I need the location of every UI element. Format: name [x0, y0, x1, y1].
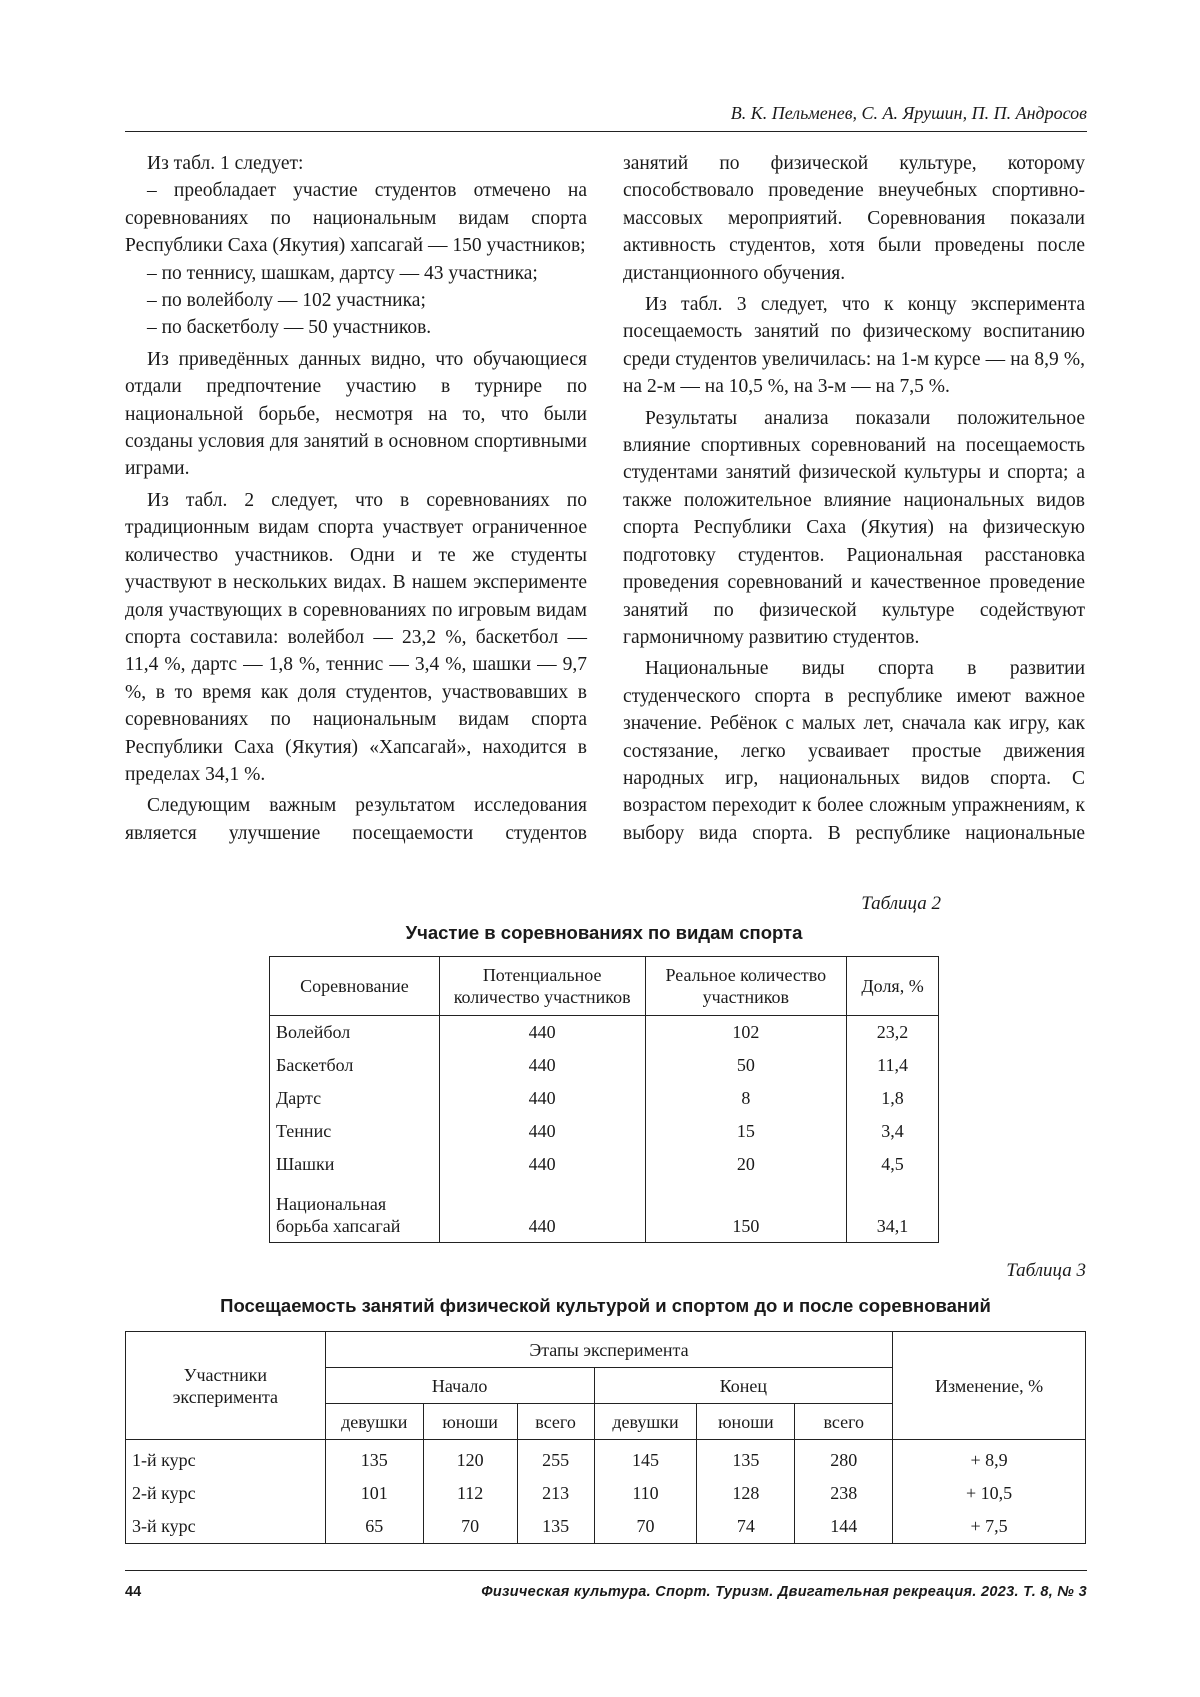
table-cell: 23,2 [847, 1016, 939, 1050]
running-header-authors: В. К. Пельменев, С. А. Ярушин, П. П. Андросов [730, 103, 1087, 123]
column-header: Потенциальное количество участников [439, 957, 645, 1016]
table2-caption: Таблица 2 [861, 893, 941, 914]
footer-rule [125, 1570, 1087, 1571]
table-cell: 70 [423, 1510, 517, 1544]
paragraph: Из табл. 3 следует, что к концу эксперимента посещаемость занятий по физическому воспитанию среди студентов увеличилась: на 1-м курсе — на 8,9 %, на 2-м — на 10,5 %, на 3-м — на 7,5 %. [623, 294, 1085, 398]
list-item: – по баскетболу — 50 участников. [147, 317, 432, 339]
column-header: юноши [423, 1404, 517, 1440]
table-cell: 11,4 [847, 1049, 939, 1082]
column-header: юноши [697, 1404, 795, 1440]
table-cell: 145 [594, 1440, 697, 1478]
table-cell: 8 [645, 1082, 847, 1115]
table-cell: + 8,9 [893, 1440, 1086, 1478]
table-header-row [126, 1332, 1086, 1368]
table-cell: 4,5 [847, 1148, 939, 1181]
table-cell: 128 [697, 1477, 795, 1510]
table-row [126, 1510, 1086, 1544]
table-cell: 74 [697, 1510, 795, 1544]
table2-title: Участие в соревнованиях по видам спорта [405, 922, 803, 943]
column-header: всего [517, 1404, 594, 1440]
table-cell: 101 [325, 1477, 423, 1510]
table2 [269, 956, 939, 1243]
table-cell: 280 [795, 1440, 893, 1478]
table-cell: 3,4 [847, 1115, 939, 1148]
table-cell: 238 [795, 1477, 893, 1510]
column-header: Соревнование [270, 957, 440, 1016]
table-cell: 213 [517, 1477, 594, 1510]
column-header: Изменение, % [893, 1332, 1086, 1440]
table-cell: 255 [517, 1440, 594, 1478]
table-cell: 102 [645, 1016, 847, 1050]
left-text-column [125, 150, 587, 847]
table-cell: Волейбол [270, 1016, 440, 1050]
table-cell: 440 [439, 1082, 645, 1115]
table-row [270, 1181, 939, 1243]
column-header: Конец [594, 1368, 893, 1404]
table-cell: 20 [645, 1148, 847, 1181]
table-cell: + 7,5 [893, 1510, 1086, 1544]
column-header: девушки [325, 1404, 423, 1440]
paragraph: Результаты анализа показали положительное влияние спортивных соревнований на посещаемость студентами занятий физической культуры и спорта; а также положительное влияние национальных видов спорта Республики Саха (Якутия) на физическую подготовку студентов. Рациональная расстановка проведения соревнований и качественное проведение занятий по физической культуре содействуют гармоничному развитию студентов. [623, 407, 1085, 648]
table-cell: 1,8 [847, 1082, 939, 1115]
list-item: – по волейболу — 102 участника; [147, 290, 426, 312]
table-cell: Теннис [270, 1115, 440, 1148]
table-row [270, 1082, 939, 1115]
list-item: – по теннису, шашкам, дартсу — 43 участника; [147, 262, 538, 284]
paragraph: Национальные виды спорта в развитии студенческого спорта в республике имеют важное значение. Ребёнок с малых лет, сначала как игру, как состязание, легко усваивает простые движения народных игр, национальных видов спорта. С возрастом переходит к более сложным упражнениям, к выбору вида спорта. В республике национальные [623, 658, 1085, 844]
table3-title: Посещаемость занятий физической культурой и спортом до и после соревнований [220, 1295, 991, 1316]
table-row [270, 1016, 939, 1050]
table-cell: 440 [439, 1181, 645, 1243]
table-cell: 70 [594, 1510, 697, 1544]
table-cell: 50 [645, 1049, 847, 1082]
table-row [126, 1477, 1086, 1510]
table-cell: Национальная борьба хапсагай [270, 1181, 440, 1243]
table-cell: 110 [594, 1477, 697, 1510]
table3-caption: Таблица 3 [1006, 1260, 1086, 1281]
column-header: Участники эксперимента [126, 1332, 326, 1440]
table-cell: 3-й курс [126, 1510, 326, 1544]
table-cell: Шашки [270, 1148, 440, 1181]
table-cell: Баскетбол [270, 1049, 440, 1082]
header-rule [125, 131, 1087, 132]
table-cell: Дартс [270, 1082, 440, 1115]
column-header: Реальное количество участников [645, 957, 847, 1016]
column-header: всего [795, 1404, 893, 1440]
table-cell: 1-й курс [126, 1440, 326, 1478]
table-cell: 120 [423, 1440, 517, 1478]
table-row [270, 1049, 939, 1082]
table-row [270, 1115, 939, 1148]
table-cell: 65 [325, 1510, 423, 1544]
table-row [270, 1148, 939, 1181]
table-cell: 150 [645, 1181, 847, 1243]
table-cell: 135 [325, 1440, 423, 1478]
table-cell: 440 [439, 1016, 645, 1050]
table-cell: 15 [645, 1115, 847, 1148]
table-cell: 112 [423, 1477, 517, 1510]
table-cell: 144 [795, 1510, 893, 1544]
column-header: Этапы эксперимента [325, 1332, 892, 1368]
table-header-row [270, 957, 939, 1016]
paragraph: Следующим важным результатом исследования является улучшение посещаемости студентов [125, 795, 587, 844]
journal-citation: Физическая культура. Спорт. Туризм. Двигательная рекреация. 2023. Т. 8, № 3 [481, 1584, 1087, 1600]
table-row [126, 1440, 1086, 1478]
paragraph: Из табл. 1 следует: [147, 153, 304, 174]
paragraph: Из приведённых данных видно, что обучающиеся отдали предпочтение участию в турнире по национальной борьбе, несмотря на то, что были созданы условия для занятий в основном спортивными играми. [125, 348, 587, 480]
table-cell: 2-й курс [126, 1477, 326, 1510]
table-cell: + 10,5 [893, 1477, 1086, 1510]
column-header: Доля, % [847, 957, 939, 1016]
column-header: девушки [594, 1404, 697, 1440]
table3 [125, 1331, 1086, 1544]
paragraph: Из табл. 2 следует, что в соревнованиях по традиционным видам спорта участвует ограниченное количество участников. Одни и те же студенты участвуют в нескольких видах. В нашем эксперименте доля участвующих в соревнованиях по игровым видам спорта составила: волейбол — 23,2 %, баскетбол — 11,4 %, дартс — 1,8 %, теннис — 3,4 %, шашки — 9,7 %, в то время как доля студентов, участвовавших в соревнованиях по национальным видам спорта Республики Саха (Якутия) «Хапсагай», находится в пределах 34,1 %. [125, 489, 587, 785]
paragraph: занятий по физической культуре, которому способствовало проведение внеучебных спортивно-массовых мероприятий. Соревнования показали активность студентов, хотя были проведены после дистанционного обучения. [623, 153, 1085, 284]
table-cell: 440 [439, 1115, 645, 1148]
list-item: – преобладает участие студентов отмечено на соревнованиях по национальным видам спорта Республики Саха (Якутия) хапсагай — 150 участников; [125, 180, 587, 257]
table-cell: 440 [439, 1049, 645, 1082]
table-cell: 34,1 [847, 1181, 939, 1243]
table-cell: 440 [439, 1148, 645, 1181]
page-number: 44 [125, 1584, 142, 1600]
column-header: Начало [325, 1368, 594, 1404]
table-cell: 135 [697, 1440, 795, 1478]
table-cell: 135 [517, 1510, 594, 1544]
right-text-column [623, 150, 1085, 847]
